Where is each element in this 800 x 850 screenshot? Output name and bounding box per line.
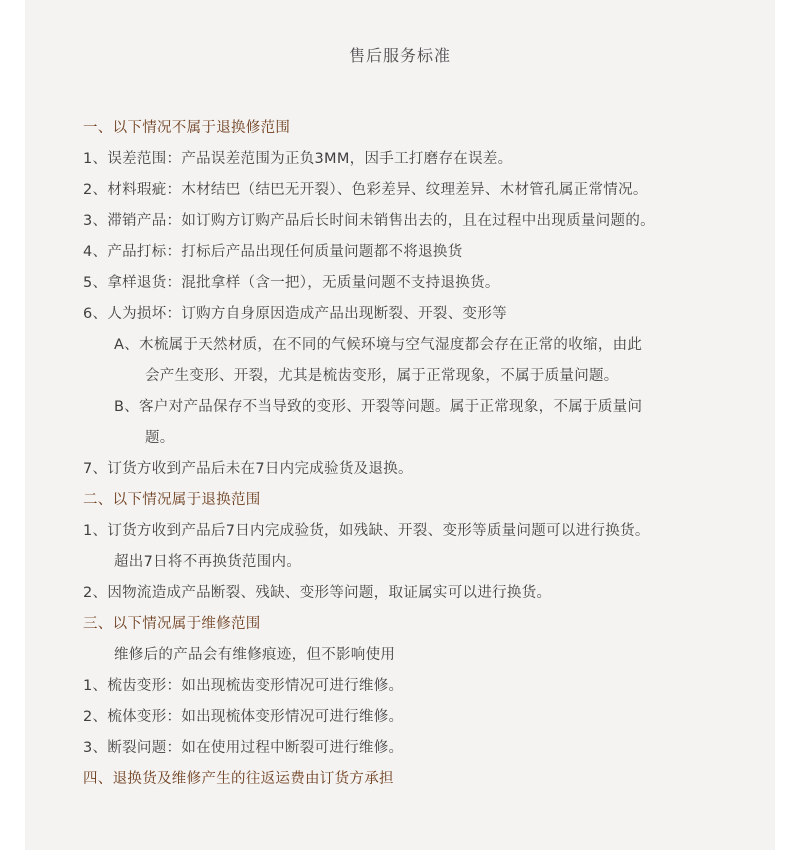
sub-item-a: A、木梳属于天然材质，在不同的气候环境与空气湿度都会存在正常的收缩，由此 xyxy=(114,337,643,353)
section-note: 维修后的产品会有维修痕迹，但不影响使用 xyxy=(114,647,396,663)
list-item: 2、因物流造成产品断裂、残缺、变形等问题，取证属实可以进行换货。 xyxy=(83,585,552,601)
list-item: 2、材料瑕疵：木材结巴（结巴无开裂）、色彩差异、纹理差异、木材管孔属正常情况。 xyxy=(83,182,648,198)
page-title: 售后服务标准 xyxy=(348,46,451,65)
section-heading-1: 一、以下情况不属于退换修范围 xyxy=(83,120,291,136)
list-item: 3、断裂问题：如在使用过程中断裂可进行维修。 xyxy=(83,740,404,756)
list-item: 1、订货方收到产品后7日内完成验货，如残缺、开裂、变形等质量问题可以进行换货。 xyxy=(83,523,650,539)
list-item: 5、拿样退货：混批拿样（含一把），无质量问题不支持退换货。 xyxy=(83,275,500,291)
section-heading-4: 四、退换货及维修产生的往返运费由订货方承担 xyxy=(83,771,394,787)
sub-item-b-continued: 题。 xyxy=(145,430,175,446)
section-heading-3: 三、以下情况属于维修范围 xyxy=(83,616,261,632)
list-item: 3、滞销产品：如订购方订购产品后长时间未销售出去的，且在过程中出现质量问题的。 xyxy=(83,213,655,229)
list-item: 1、误差范围：产品误差范围为正负3MM，因手工打磨存在误差。 xyxy=(83,151,513,167)
sub-item-a-continued: 会产生变形、开裂，尤其是梳齿变形，属于正常现象，不属于质量问题。 xyxy=(145,368,619,384)
list-item: 2、梳体变形：如出现梳体变形情况可进行维修。 xyxy=(83,709,404,725)
list-item: 4、产品打标：打标后产品出现任何质量问题都不将退换货 xyxy=(83,244,463,260)
list-item: 1、梳齿变形：如出现梳齿变形情况可进行维修。 xyxy=(83,678,404,694)
list-item: 7、订货方收到产品后未在7日内完成验货及退换。 xyxy=(83,461,413,477)
list-item-continued: 超出7日将不再换货范围内。 xyxy=(114,554,302,570)
section-heading-2: 二、以下情况属于退换范围 xyxy=(83,492,261,508)
sub-item-b: B、客户对产品保存不当导致的变形、开裂等问题。属于正常现象，不属于质量问 xyxy=(114,399,643,415)
list-item: 6、人为损坏：订购方自身原因造成产品出现断裂、开裂、变形等 xyxy=(83,306,507,322)
